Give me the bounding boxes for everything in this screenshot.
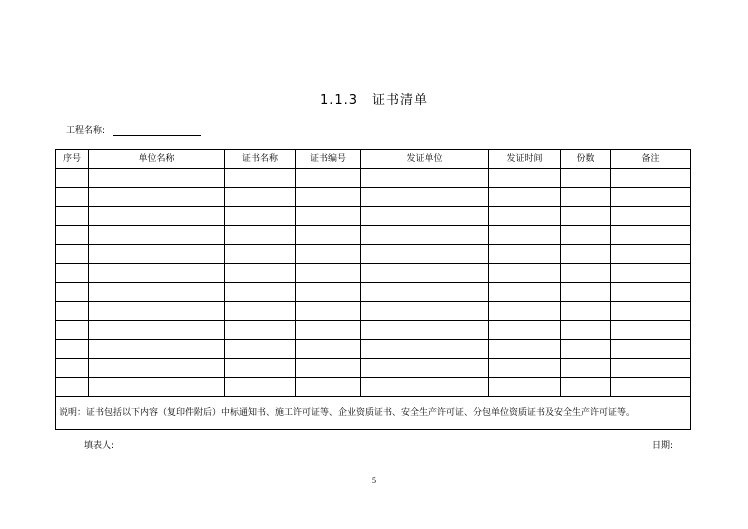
table-cell[interactable] bbox=[561, 283, 611, 302]
table-cell[interactable] bbox=[489, 226, 561, 245]
table-cell[interactable] bbox=[489, 302, 561, 321]
header-cell-unit-name: 单位名称 bbox=[89, 150, 225, 169]
table-cell[interactable] bbox=[361, 321, 489, 340]
table-cell[interactable] bbox=[611, 188, 691, 207]
document-title: 1.1.3 证书清单 bbox=[319, 93, 429, 108]
table-cell[interactable] bbox=[296, 321, 361, 340]
table-cell[interactable] bbox=[296, 207, 361, 226]
table-cell[interactable] bbox=[489, 207, 561, 226]
table-cell[interactable] bbox=[361, 188, 489, 207]
table-cell[interactable] bbox=[56, 378, 89, 397]
header-cell-copies: 份数 bbox=[561, 150, 611, 169]
project-name-row bbox=[66, 123, 201, 136]
table-cell[interactable] bbox=[361, 207, 489, 226]
table-cell[interactable] bbox=[561, 207, 611, 226]
table-row bbox=[56, 359, 691, 378]
table-cell[interactable] bbox=[361, 169, 489, 188]
table-cell[interactable] bbox=[89, 302, 225, 321]
table-cell[interactable] bbox=[225, 359, 296, 378]
table-cell[interactable] bbox=[89, 169, 225, 188]
table-cell[interactable] bbox=[225, 321, 296, 340]
header-cell-cert-number: 证书编号 bbox=[296, 150, 361, 169]
table-cell[interactable] bbox=[361, 283, 489, 302]
table-cell[interactable] bbox=[296, 169, 361, 188]
table-cell[interactable] bbox=[611, 378, 691, 397]
table-row bbox=[56, 226, 691, 245]
table-row bbox=[56, 188, 691, 207]
table-cell[interactable] bbox=[89, 283, 225, 302]
table-cell[interactable] bbox=[225, 245, 296, 264]
table-row bbox=[56, 321, 691, 340]
table-row bbox=[56, 302, 691, 321]
table-cell[interactable] bbox=[56, 340, 89, 359]
table-cell[interactable] bbox=[296, 359, 361, 378]
table-cell[interactable] bbox=[89, 264, 225, 283]
table-cell[interactable] bbox=[489, 169, 561, 188]
table-cell[interactable] bbox=[611, 359, 691, 378]
table-cell[interactable] bbox=[89, 226, 225, 245]
table-cell[interactable] bbox=[489, 378, 561, 397]
header-cell-index: 序号 bbox=[56, 150, 89, 169]
table-cell[interactable] bbox=[611, 226, 691, 245]
table-cell[interactable] bbox=[561, 359, 611, 378]
table-cell[interactable] bbox=[561, 226, 611, 245]
table-cell[interactable] bbox=[489, 264, 561, 283]
table-cell[interactable] bbox=[561, 378, 611, 397]
table-row bbox=[56, 283, 691, 302]
certificate-table bbox=[55, 149, 691, 430]
table-cell[interactable] bbox=[56, 169, 89, 188]
project-name-label: 工程名称: bbox=[66, 126, 106, 136]
page-number: 5 bbox=[372, 476, 376, 485]
table-cell[interactable] bbox=[225, 169, 296, 188]
table-cell[interactable] bbox=[296, 245, 361, 264]
table-cell[interactable] bbox=[296, 302, 361, 321]
table-cell[interactable] bbox=[89, 378, 225, 397]
table-cell[interactable] bbox=[611, 245, 691, 264]
table-cell[interactable] bbox=[361, 340, 489, 359]
table-cell[interactable] bbox=[225, 226, 296, 245]
table-cell[interactable] bbox=[89, 321, 225, 340]
table-cell[interactable] bbox=[611, 302, 691, 321]
table-cell[interactable] bbox=[56, 283, 89, 302]
table-cell[interactable] bbox=[489, 283, 561, 302]
table-cell[interactable] bbox=[56, 245, 89, 264]
table-cell[interactable] bbox=[561, 302, 611, 321]
table-cell[interactable] bbox=[296, 226, 361, 245]
table-cell[interactable] bbox=[89, 340, 225, 359]
date-label: 日期: bbox=[652, 441, 674, 451]
header-cell-issue-date: 发证时间 bbox=[489, 150, 561, 169]
table-cell[interactable] bbox=[56, 188, 89, 207]
table-cell[interactable] bbox=[361, 226, 489, 245]
table-cell[interactable] bbox=[361, 245, 489, 264]
table-cell[interactable] bbox=[56, 359, 89, 378]
table-row bbox=[56, 207, 691, 226]
table-cell[interactable] bbox=[225, 264, 296, 283]
table-cell[interactable] bbox=[611, 207, 691, 226]
table-cell[interactable] bbox=[296, 378, 361, 397]
table-cell[interactable] bbox=[489, 359, 561, 378]
table-cell[interactable] bbox=[611, 321, 691, 340]
table-cell[interactable] bbox=[561, 321, 611, 340]
table-cell[interactable] bbox=[225, 302, 296, 321]
table-cell[interactable] bbox=[611, 340, 691, 359]
table-row bbox=[56, 340, 691, 359]
table-cell[interactable] bbox=[56, 302, 89, 321]
table-row bbox=[56, 169, 691, 188]
table-cell[interactable] bbox=[611, 283, 691, 302]
table-cell[interactable] bbox=[361, 359, 489, 378]
table-cell[interactable] bbox=[489, 245, 561, 264]
table-cell[interactable] bbox=[225, 207, 296, 226]
table-cell[interactable] bbox=[56, 207, 89, 226]
table-cell[interactable] bbox=[361, 264, 489, 283]
table-cell[interactable] bbox=[611, 169, 691, 188]
table-cell[interactable] bbox=[489, 188, 561, 207]
table-cell[interactable] bbox=[56, 321, 89, 340]
table-cell[interactable] bbox=[225, 340, 296, 359]
table-cell[interactable] bbox=[296, 340, 361, 359]
table-cell[interactable] bbox=[561, 264, 611, 283]
table-cell[interactable] bbox=[225, 378, 296, 397]
project-name-blank bbox=[113, 125, 201, 136]
table-cell[interactable] bbox=[561, 169, 611, 188]
table-cell[interactable] bbox=[89, 245, 225, 264]
table-cell[interactable] bbox=[225, 283, 296, 302]
table-cell[interactable] bbox=[361, 302, 489, 321]
table-cell[interactable] bbox=[56, 226, 89, 245]
table-cell[interactable] bbox=[296, 188, 361, 207]
table-cell[interactable] bbox=[296, 264, 361, 283]
table-row bbox=[56, 378, 691, 397]
table-row bbox=[56, 245, 691, 264]
table-cell[interactable] bbox=[361, 378, 489, 397]
table-cell[interactable] bbox=[89, 359, 225, 378]
table-note: 说明：证书包括以下内容（复印件附后）中标通知书、施工许可证等、企业资质证书、安全生产许可证、分包单位资质证书及安全生产许可证等。 bbox=[56, 397, 691, 430]
table-cell[interactable] bbox=[56, 264, 89, 283]
table-cell[interactable] bbox=[611, 264, 691, 283]
table-cell[interactable] bbox=[489, 321, 561, 340]
table-cell[interactable] bbox=[296, 283, 361, 302]
filler-label: 填表人: bbox=[84, 441, 115, 451]
table-cell[interactable] bbox=[561, 340, 611, 359]
table-cell[interactable] bbox=[89, 188, 225, 207]
table-cell[interactable] bbox=[489, 340, 561, 359]
header-cell-cert-name: 证书名称 bbox=[225, 150, 296, 169]
table-cell[interactable] bbox=[561, 245, 611, 264]
header-cell-issuer: 发证单位 bbox=[361, 150, 489, 169]
table-cell[interactable] bbox=[561, 188, 611, 207]
table-header-row bbox=[56, 150, 691, 169]
header-cell-remarks: 备注 bbox=[611, 150, 691, 169]
table-cell[interactable] bbox=[89, 207, 225, 226]
table-row bbox=[56, 264, 691, 283]
table-cell[interactable] bbox=[225, 188, 296, 207]
table-note-row bbox=[56, 397, 691, 430]
